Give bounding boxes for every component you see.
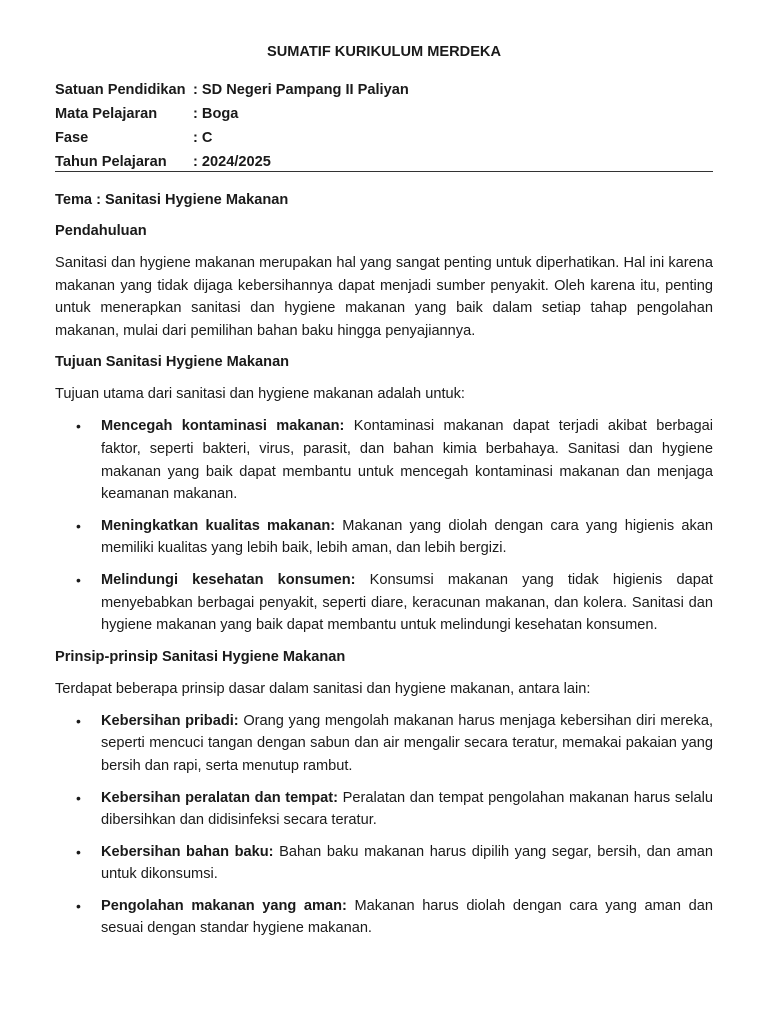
- meta-row-year: [55, 153, 409, 177]
- list-item-text: Makanan yang diolah dengan cara yang higienis akan memiliki kualitas yang lebih baik, lebih aman, dan lebih bergizi.: [101, 517, 714, 557]
- list-item-text: Kontaminasi makanan dapat terjadi akibat berbagai faktor, seperti bakteri, virus, parasit, dan bahan kimia berbahaya. Sanitasi dan hygiene makanan yang baik dapat membantu untuk mencegah kontaminasi makanan dan menjaga keamanan makanan.: [101, 418, 713, 503]
- list-item-term: Kebersihan pribadi:: [101, 712, 239, 729]
- list-item-text: Peralatan dan tempat pengolahan makanan harus selalu dibersihkan dan didisinfeksi secara teratur.: [101, 789, 714, 829]
- list-item-text: Orang yang mengolah makanan harus menjaga kebersihan diri mereka, seperti mencuci tangan dengan sabun dan air mengalir secara teratur, memakai pakaian yang bersih dan rapi, serta menutup rambut.: [101, 712, 714, 774]
- meta-row-subject: [55, 105, 409, 129]
- bullet-icon: •: [76, 418, 81, 435]
- bullet-icon: •: [76, 712, 81, 729]
- section-heading-intro: Pendahuluan: [55, 223, 147, 239]
- list-item-text: Bahan baku makanan harus dipilih yang segar, bersih, dan aman untuk dikonsumsi.: [101, 843, 713, 883]
- list-item: [55, 569, 713, 637]
- bullet-icon: •: [76, 517, 81, 534]
- meta-label: Tahun Pelajaran: [55, 154, 167, 170]
- list-item: [55, 895, 713, 940]
- header-divider: [55, 171, 713, 172]
- section-heading-goals: Tujuan Sanitasi Hygiene Makanan: [55, 354, 290, 371]
- meta-row-phase: [55, 129, 409, 153]
- document-title: SUMATIF KURIKULUM MERDEKA: [266, 44, 502, 60]
- meta-label: Mata Pelajaran: [55, 106, 158, 122]
- list-item: [55, 787, 713, 832]
- list-item-term: Pengolahan makanan yang aman:: [101, 897, 347, 914]
- bullet-icon: •: [76, 571, 81, 588]
- intro-paragraph: Sanitasi dan hygiene makanan merupakan hal yang sangat penting untuk diperhatikan. Hal ini karena makanan yang tidak dijaga kebersihannya dapat menjadi sumber penyakit. Oleh karena itu, penting untuk menerapkan sanitasi dan hygiene makanan yang baik dalam setiap tahap pengolahan makanan, mulai dari pemilihan bahan baku hingga penyajiannya.: [55, 255, 713, 339]
- section-heading-principles: Prinsip-prinsip Sanitasi Hygiene Makanan: [55, 648, 346, 665]
- meta-table: [55, 81, 409, 177]
- principles-list: [55, 710, 713, 940]
- list-item: [55, 515, 713, 560]
- meta-value: : 2024/2025: [193, 154, 271, 170]
- theme-line: Tema : Sanitasi Hygiene Makanan: [55, 192, 289, 208]
- list-item-term: Kebersihan bahan baku:: [101, 843, 274, 860]
- meta-label: Satuan Pendidikan: [55, 82, 186, 98]
- list-item: [55, 710, 713, 778]
- document-body: [55, 190, 713, 950]
- meta-value: : Boga: [193, 106, 239, 122]
- bullet-icon: •: [76, 843, 81, 860]
- goals-list: [55, 415, 713, 636]
- list-item-term: Mencegah kontaminasi makanan:: [101, 418, 345, 435]
- list-item-term: Melindungi kesehatan konsumen:: [101, 571, 356, 588]
- list-item-term: Kebersihan peralatan dan tempat:: [101, 789, 338, 806]
- meta-value: : SD Negeri Pampang II Paliyan: [193, 82, 409, 98]
- meta-row-school: [55, 81, 409, 105]
- list-item: [55, 415, 713, 505]
- list-item-term: Meningkatkan kualitas makanan:: [101, 517, 336, 534]
- bullet-icon: •: [76, 789, 81, 806]
- meta-label: Fase: [55, 130, 89, 146]
- list-item-text: Konsumsi makanan yang tidak higienis dapat menyebabkan berbagai penyakit, seperti diare, keracunan makanan, dan kolera. Sanitasi dan hygiene makanan yang baik dapat membantu untuk melindungi kesehatan konsumen.: [101, 571, 713, 634]
- list-item: [55, 841, 713, 886]
- list-item-text: Makanan harus diolah dengan cara yang aman dan sesuai dengan standar hygiene makanan.: [101, 897, 713, 937]
- bullet-icon: •: [76, 897, 81, 914]
- meta-value: : C: [193, 130, 213, 146]
- principles-intro: Terdapat beberapa prinsip dasar dalam sanitasi dan hygiene makanan, antara lain:: [55, 680, 591, 697]
- goals-intro: Tujuan utama dari sanitasi dan hygiene makanan adalah untuk:: [55, 386, 465, 403]
